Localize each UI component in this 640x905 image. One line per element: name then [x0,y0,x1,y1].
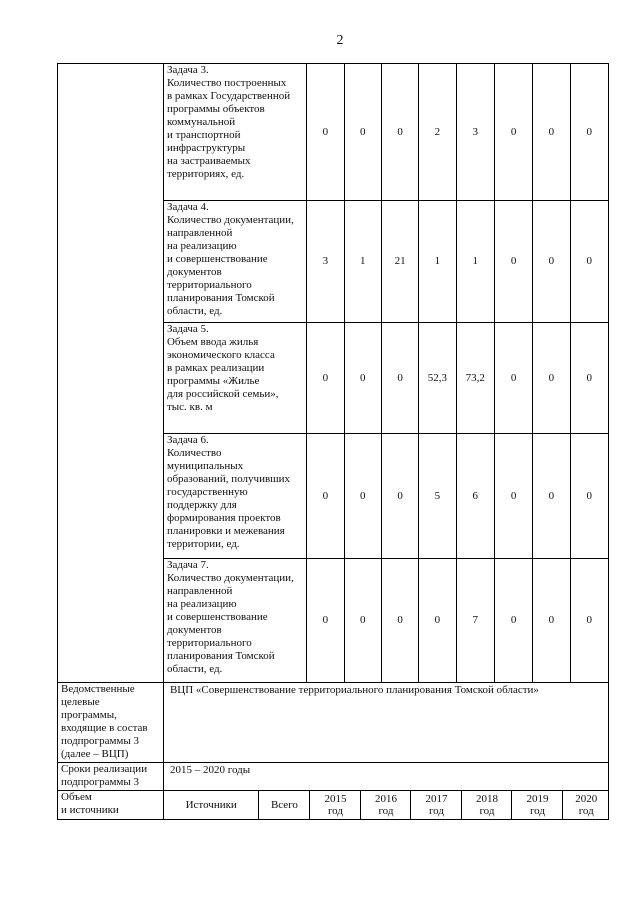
task-value: 0 [570,434,608,559]
task-value: 0 [381,323,418,434]
task-value: 0 [570,323,608,434]
task-value: 0 [419,559,456,683]
terms-label: Сроки реализации подпрограммы 3 [58,763,164,791]
task-value: 0 [307,559,344,683]
task-value: 0 [344,434,381,559]
task-value: 6 [456,434,494,559]
task-description: Задача 5. Объем ввода жилья экономического класса в рамках реализации программы «Жилье для российской семьи», тыс. кв. м [163,323,306,434]
task-value: 0 [533,64,570,201]
financing-header [164,791,609,819]
task-value: 2 [419,64,456,201]
task-value: 0 [381,559,418,683]
task-value: 0 [307,64,344,201]
task-value: 0 [494,559,532,683]
terms-row [58,763,609,791]
subprogram-passport-table [57,63,609,820]
task-value: 0 [494,64,532,201]
task-value: 0 [494,434,532,559]
task-value: 0 [381,434,418,559]
year-header: 2016 год [361,791,411,819]
terms-value: 2015 – 2020 годы [163,763,608,791]
task-value: 0 [344,323,381,434]
year-header: 2019 год [512,791,563,819]
task-description: Задача 7. Количество документации, направленной на реализацию и совершенствование документов территориального планирования Томской области, ед. [163,559,306,683]
task-description: Задача 6. Количество муниципальных образований, получивших государственную поддержку для формирования проектов планировки и межевания территории, ед. [163,434,306,559]
total-header: Всего [259,791,310,819]
vcp-row [58,683,609,763]
sources-header: Источники [164,791,259,819]
task-value: 0 [570,201,608,323]
financing-header-cell [163,791,608,820]
task-rows [58,64,609,683]
task-value: 52,3 [419,323,456,434]
task-value: 0 [533,323,570,434]
task-value: 0 [494,323,532,434]
year-header: 2018 год [462,791,512,819]
year-header: 2015 год [310,791,361,819]
task-description: Задача 3. Количество построенных в рамках Государственной программы объектов коммунальной и транспортной инфраструктуры на застраиваемых территориях, ед. [163,64,306,201]
year-header: 2020 год [575,793,598,817]
task-value: 0 [494,201,532,323]
financing-row [58,791,609,820]
task-description: Задача 4. Количество документации, направленной на реализацию и совершенствование документов территориального планирования Томской области, ед. [163,201,306,323]
vcp-label: Ведомственные целевые программы, входящие в состав подпрограммы 3 (далее – ВЦП) [58,683,164,763]
task-value: 1 [456,201,494,323]
task-row [58,64,609,201]
task-value: 3 [307,201,344,323]
task-value: 1 [419,201,456,323]
task-value: 0 [307,323,344,434]
vcp-value: ВЦП «Совершенствование территориального планирования Томской области» [163,683,608,763]
task-value: 5 [419,434,456,559]
task-value: 0 [344,559,381,683]
financing-label: Объем и источники [58,791,164,820]
indicators-label-cell [58,64,164,683]
task-value: 0 [307,434,344,559]
task-value: 7 [456,559,494,683]
task-value: 0 [533,201,570,323]
task-value: 0 [381,64,418,201]
task-value: 3 [456,64,494,201]
task-value: 21 [381,201,418,323]
year-header: 2017 год [411,791,462,819]
task-value: 0 [533,559,570,683]
task-value: 0 [344,64,381,201]
task-value: 0 [570,559,608,683]
task-value: 0 [570,64,608,201]
task-value: 73,2 [456,323,494,434]
task-value: 0 [533,434,570,559]
page-number: 2 [336,33,344,48]
task-value: 1 [344,201,381,323]
